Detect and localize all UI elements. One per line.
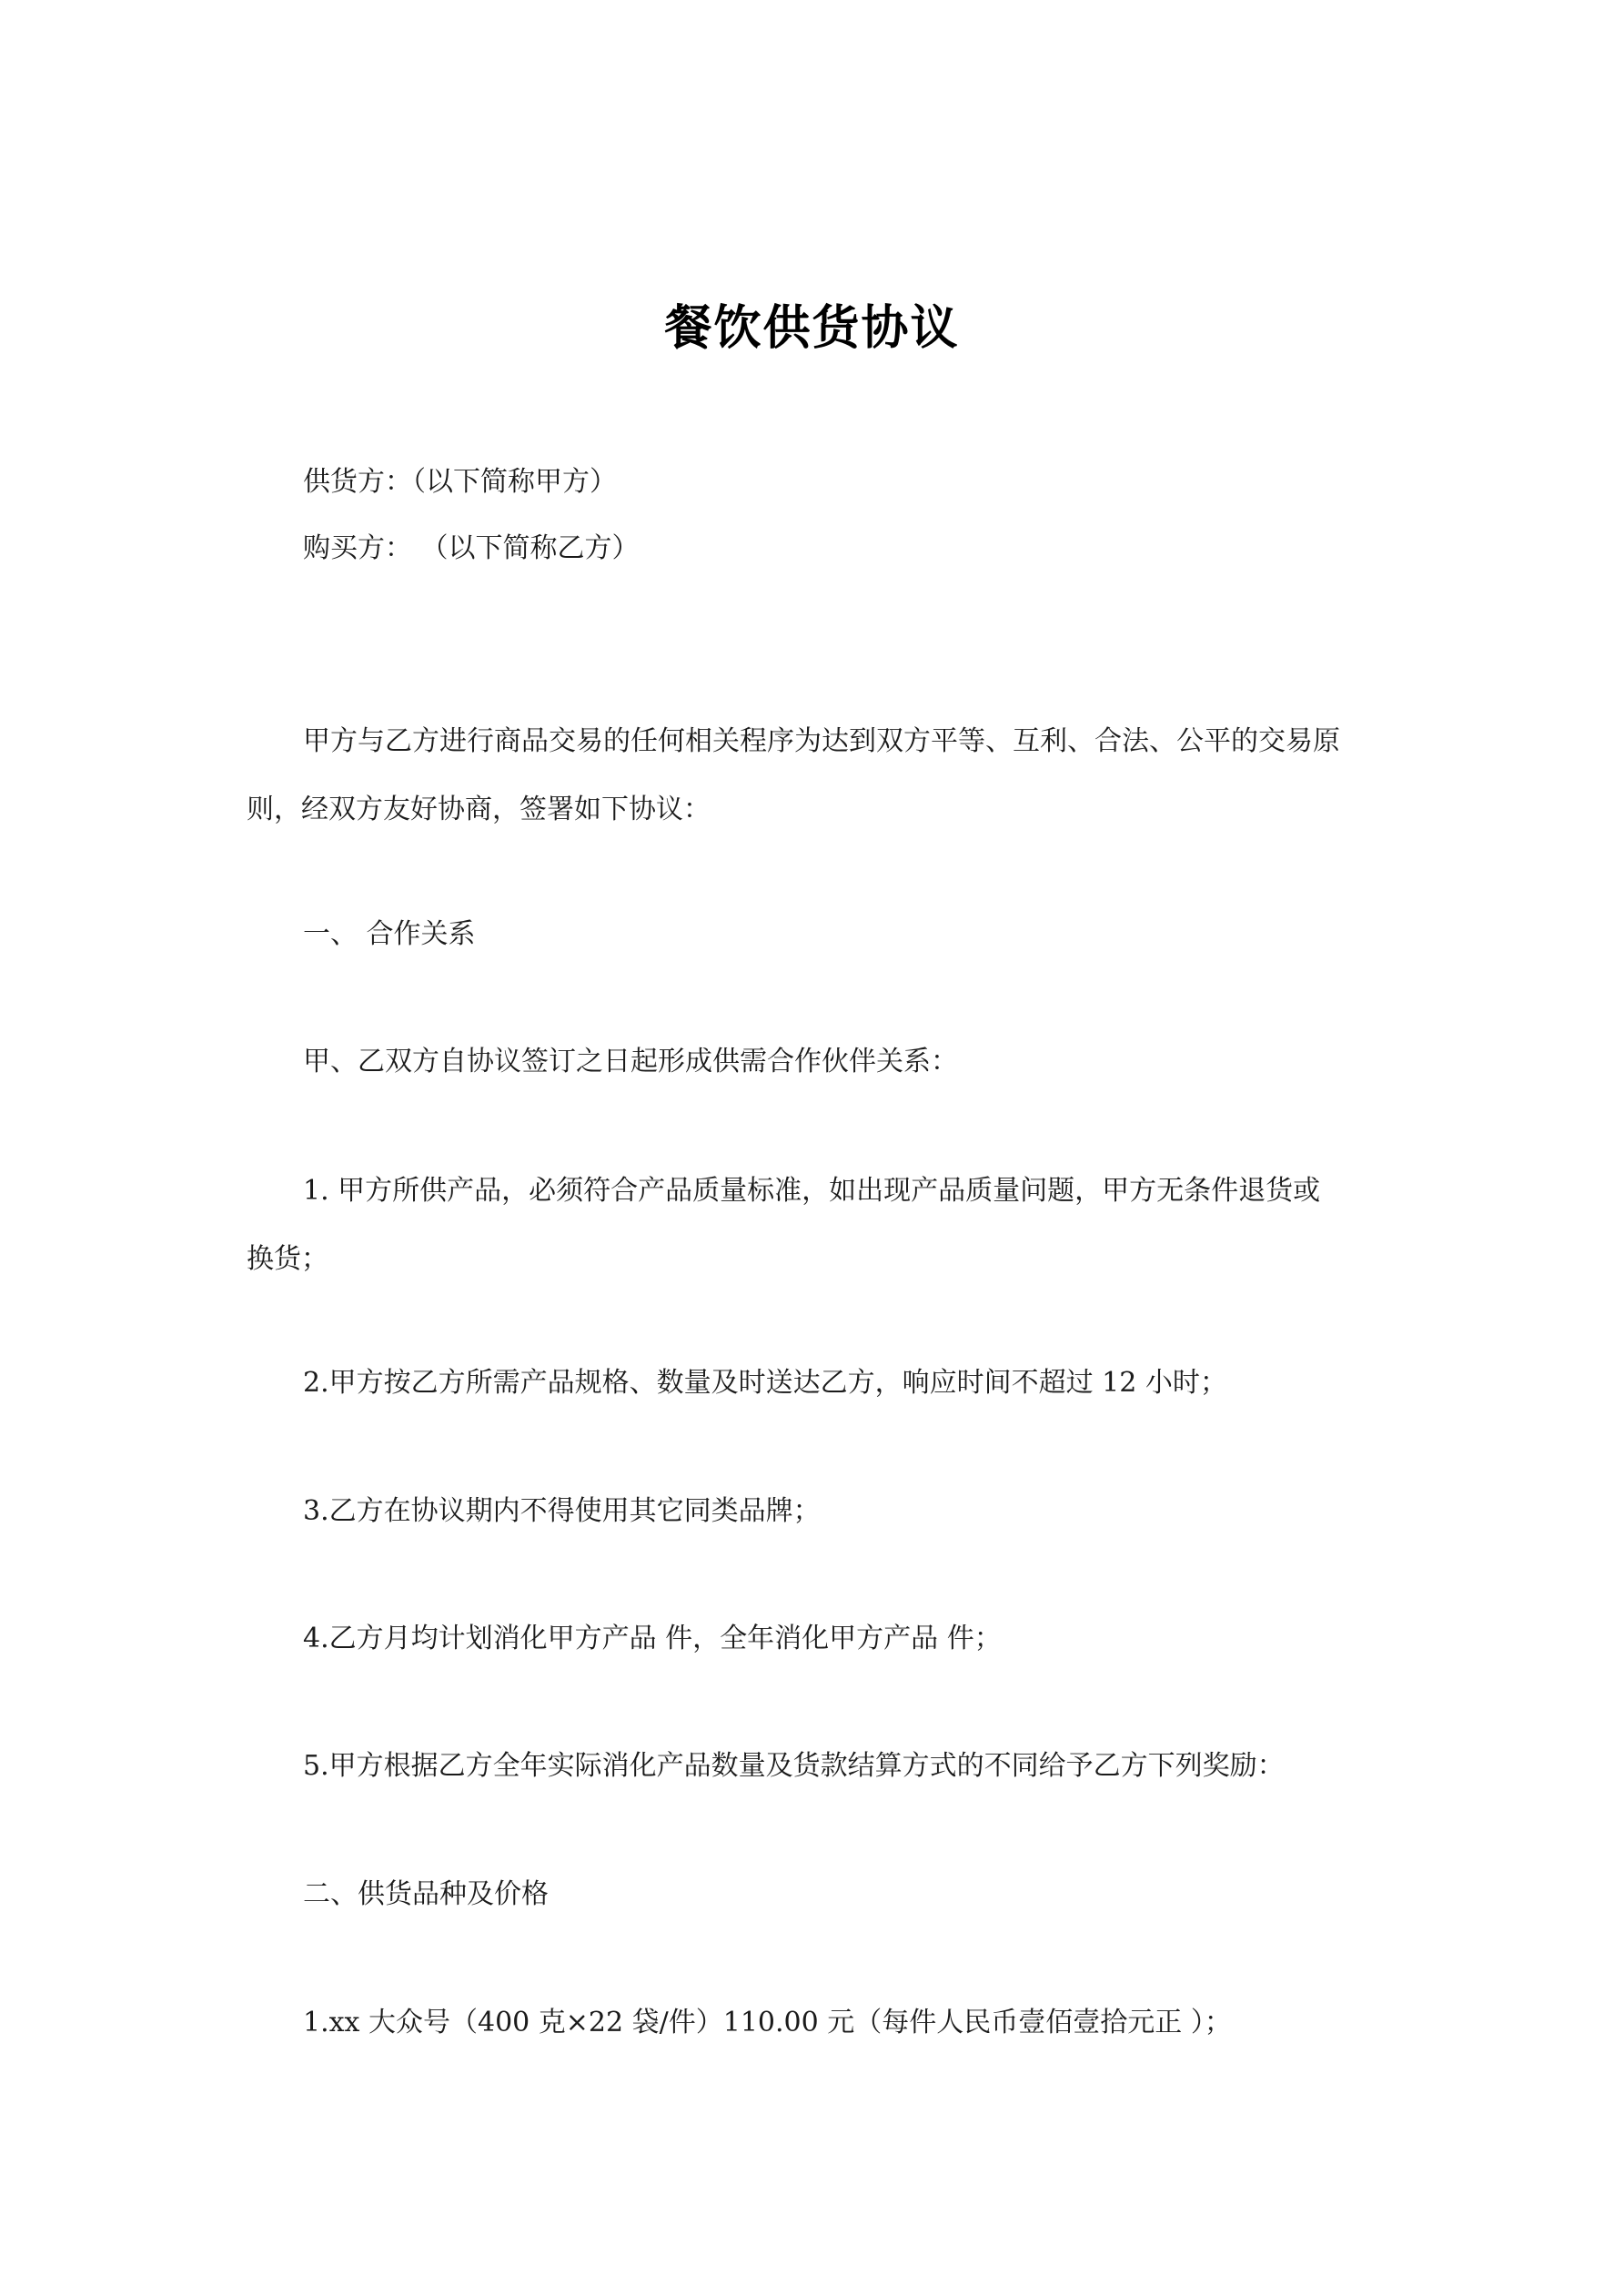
section-1-heading: 一、 合作关系 xyxy=(303,918,476,950)
section-1-item-1-line-2: 换货； xyxy=(247,1243,328,1275)
section-1-item-4: 4.乙方月均计划消化甲方产品 件，全年消化甲方产品 件； xyxy=(303,1623,1002,1654)
section-1-item-2: 2.甲方按乙方所需产品规格、数量及时送达乙方，响应时间不超过 12 小时； xyxy=(303,1367,1227,1399)
buyer-party-line: 购买方： （以下简称乙方） xyxy=(303,532,640,564)
section-1-item-3: 3.乙方在协议期内不得使用其它同类品牌； xyxy=(303,1495,821,1527)
document-title: 餐饮供货协议 xyxy=(664,300,960,356)
section-1-item-1-line-1: 1. 甲方所供产品，必须符合产品质量标准，如出现产品质量问题，甲方无条件退货或 xyxy=(303,1175,1321,1207)
section-2-item-1: 1.xx 大众号（400 克×22 袋/件）110.00 元（每件人民币壹佰壹拾元正 ）； xyxy=(303,2007,1232,2038)
supplier-party-line: 供货方：（以下简称甲方） xyxy=(303,466,617,498)
intro-paragraph-line-2: 则，经双方友好协商，签署如下协议： xyxy=(247,794,711,825)
section-2-heading: 二、供货品种及价格 xyxy=(303,1878,549,1910)
intro-paragraph-line-1: 甲方与乙方进行商品交易的任何相关程序为达到双方平等、互利、合法、公平的交易原 xyxy=(303,725,1340,757)
section-1-item-5: 5.甲方根据乙方全年实际消化产品数量及货款结算方式的不同给予乙方下列奖励： xyxy=(303,1750,1285,1782)
section-1-lead: 甲、乙双方自协议签订之日起形成供需合作伙伴关系： xyxy=(303,1046,958,1077)
